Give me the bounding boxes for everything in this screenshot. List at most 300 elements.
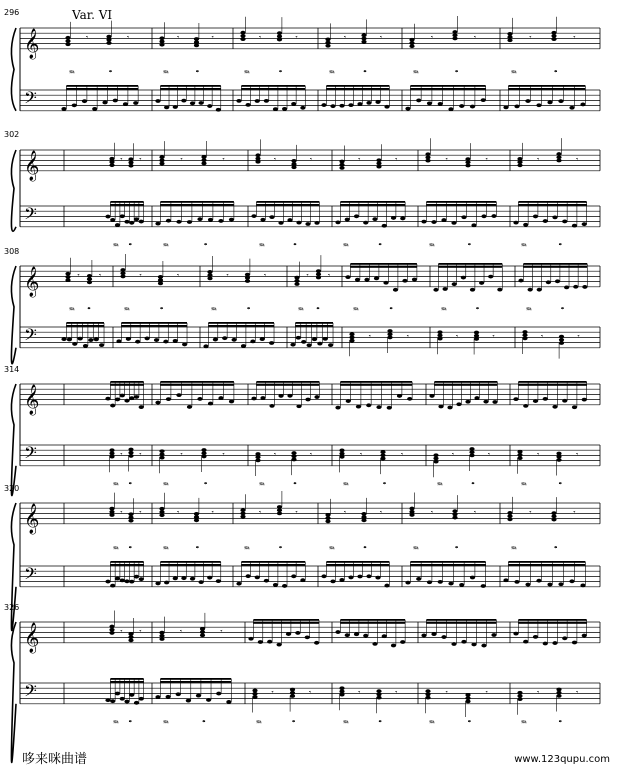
note-head — [375, 576, 380, 580]
note-head — [241, 344, 246, 348]
pedal-mark-icon: 𝆮 — [68, 69, 74, 79]
note-head — [491, 214, 496, 218]
pedal-mark-icon: 𝆮 — [112, 545, 118, 555]
note-head — [356, 405, 361, 409]
rest-icon: 𝄾 — [401, 450, 404, 459]
note-head — [514, 580, 519, 584]
note-head — [471, 643, 476, 647]
beam — [523, 266, 587, 268]
rest-icon: 𝄾 — [529, 33, 532, 42]
note-head — [376, 696, 381, 700]
note-head — [543, 219, 548, 223]
note-head — [452, 37, 457, 41]
note-head — [474, 337, 479, 341]
note-head — [582, 634, 587, 638]
note-head — [427, 101, 432, 105]
note-head — [181, 99, 186, 103]
note-head — [155, 222, 160, 226]
note-head — [255, 160, 260, 164]
note-head — [543, 397, 548, 401]
brace — [11, 384, 16, 496]
note-head — [128, 454, 133, 458]
rest-icon: 𝄾 — [177, 508, 180, 517]
note-head — [400, 217, 405, 221]
pedal-release-icon: 𝆯 — [558, 718, 562, 729]
note-head — [190, 577, 195, 581]
note-head — [296, 404, 301, 408]
note-head — [387, 406, 392, 410]
treble-clef-icon: 𝄞 — [24, 266, 40, 297]
note-head — [470, 288, 475, 292]
bass-clef-icon: 𝄢 — [24, 563, 37, 588]
rest-icon: 𝄾 — [295, 33, 298, 42]
pedal-release-icon: 𝆯 — [558, 480, 562, 491]
note-head — [366, 101, 371, 105]
pedal-mark-icon: 𝆮 — [525, 306, 531, 316]
pedal-release-icon: 𝆯 — [554, 545, 558, 555]
note-head — [78, 337, 83, 341]
rest-icon: 𝄾 — [358, 688, 361, 697]
pedal-release-icon: 𝆯 — [561, 306, 564, 316]
note-head — [556, 458, 561, 462]
note-head — [375, 100, 380, 104]
staff-system — [11, 381, 600, 496]
beam — [326, 88, 389, 90]
pedal-release-icon: 𝆯 — [247, 306, 250, 316]
note-head — [405, 581, 410, 585]
note-head — [558, 582, 563, 586]
note-head — [330, 579, 335, 583]
note-head — [182, 343, 187, 347]
note-head — [269, 215, 274, 219]
beam — [340, 619, 405, 621]
note-head — [115, 223, 120, 227]
rest-icon: 𝄾 — [576, 450, 579, 459]
note-head — [116, 339, 121, 343]
note-head — [128, 164, 133, 168]
note-head — [481, 644, 486, 648]
note-head — [471, 223, 476, 227]
note-head — [562, 399, 567, 403]
pedal-release-icon: 𝆯 — [468, 718, 471, 729]
pedal-release-icon: 𝆯 — [109, 69, 112, 79]
note-head — [312, 337, 317, 341]
note-head — [264, 579, 269, 583]
pedal-release-icon: 𝆯 — [471, 480, 475, 491]
note-head — [199, 580, 204, 584]
note-head — [120, 394, 125, 398]
note-head — [83, 344, 88, 348]
bass-clef-icon: 𝄢 — [24, 324, 37, 349]
note-head — [124, 700, 129, 704]
staff-system — [11, 16, 600, 112]
note-head — [555, 279, 560, 283]
note-head — [208, 402, 213, 406]
note-head — [551, 518, 556, 522]
note-head — [384, 584, 389, 588]
pedal-release-icon: 𝆯 — [128, 718, 132, 729]
note-head — [260, 337, 265, 341]
beam — [256, 381, 319, 383]
pedal-mark-icon: 𝆮 — [68, 306, 74, 316]
note-head — [448, 582, 453, 586]
note-head — [159, 637, 164, 641]
note-head — [287, 394, 292, 398]
note-head — [305, 222, 310, 226]
note-head — [159, 513, 164, 517]
beam — [426, 619, 496, 621]
note-head — [427, 580, 432, 584]
beam — [110, 201, 143, 203]
rest-icon: 𝄾 — [368, 332, 371, 341]
beam — [340, 201, 405, 203]
pedal-mark-icon: 𝆮 — [436, 480, 442, 491]
note-head — [507, 517, 512, 521]
pedal-release-icon: 𝆯 — [558, 241, 562, 252]
note-head — [129, 221, 134, 225]
rest-icon: 𝄾 — [360, 450, 363, 459]
note-head — [120, 275, 125, 279]
beam — [340, 622, 405, 624]
note-head — [503, 105, 508, 109]
note-head — [533, 215, 538, 219]
note-head — [102, 101, 107, 105]
note-head — [207, 104, 212, 108]
note-head — [115, 577, 120, 581]
pedal-release-icon: 𝆯 — [128, 480, 132, 491]
note-head — [72, 342, 77, 346]
note-head — [296, 336, 301, 340]
rest-icon: 𝄾 — [573, 508, 576, 517]
note-head — [525, 583, 530, 587]
rest-icon: 𝄾 — [430, 508, 434, 517]
note-head — [129, 396, 134, 400]
note-head — [348, 103, 353, 107]
note-head — [517, 456, 522, 460]
pedal-release-icon: 𝆯 — [204, 480, 207, 491]
pedal-release-icon: 𝆯 — [383, 480, 386, 491]
beam — [160, 561, 220, 563]
rest-icon: 𝄾 — [576, 155, 579, 164]
note-head — [115, 398, 120, 402]
rest-icon: 𝄾 — [445, 688, 448, 697]
note-head — [246, 574, 251, 578]
rest-icon: 𝄾 — [222, 450, 225, 459]
note-head — [65, 278, 70, 282]
pedal-mark-icon: 𝆮 — [328, 545, 334, 555]
note-head — [345, 218, 350, 222]
note-head — [382, 634, 387, 638]
note-head — [159, 162, 164, 166]
note-head — [335, 220, 340, 224]
beam — [518, 201, 586, 203]
measure-number: 296 — [4, 8, 20, 17]
beam — [160, 564, 220, 566]
beam — [256, 204, 319, 206]
note-head — [528, 288, 533, 292]
note-head — [469, 454, 474, 458]
note-head — [264, 99, 269, 103]
note-head — [335, 630, 340, 634]
note-head — [517, 163, 522, 167]
beam — [426, 201, 496, 203]
note-head — [573, 285, 578, 289]
beam — [160, 678, 231, 680]
note-head — [522, 336, 527, 340]
note-head — [391, 216, 396, 220]
note-head — [361, 518, 366, 522]
rest-icon: 𝄾 — [264, 271, 267, 280]
note-head — [133, 101, 138, 105]
note-head — [513, 397, 518, 401]
rest-icon: 𝄾 — [179, 627, 182, 636]
note-head — [110, 404, 115, 408]
pedal-release-icon: 𝆯 — [292, 718, 295, 729]
note-head — [251, 214, 256, 218]
note-head — [222, 336, 227, 340]
note-head — [349, 339, 354, 343]
note-head — [190, 101, 195, 105]
pedal-release-icon: 𝆯 — [389, 306, 393, 316]
note-head — [409, 44, 414, 48]
rest-icon: 𝄾 — [295, 508, 298, 517]
rest-icon: 𝄾 — [211, 508, 214, 517]
note-head — [416, 99, 421, 103]
note-head — [269, 404, 274, 408]
note-head — [159, 43, 164, 47]
note-head — [176, 692, 181, 696]
rest-icon: 𝄾 — [259, 508, 262, 517]
pedal-mark-icon: 𝆮 — [440, 306, 446, 316]
note-head — [208, 218, 213, 222]
pedal-mark-icon: 𝆮 — [258, 241, 264, 252]
note-head — [387, 336, 392, 340]
beam — [110, 381, 143, 383]
note-head — [456, 402, 461, 406]
note-head — [316, 276, 321, 280]
note-head — [330, 104, 335, 108]
note-head — [115, 692, 120, 696]
note-head — [400, 640, 405, 644]
rest-icon: 𝄾 — [273, 450, 276, 459]
beam — [110, 564, 143, 566]
note-head — [556, 159, 561, 163]
note-head — [291, 574, 296, 578]
note-head — [110, 218, 115, 222]
note-head — [226, 700, 231, 704]
note-head — [503, 578, 508, 582]
pedal-release-icon: 𝆯 — [468, 241, 471, 252]
pedal-mark-icon: 𝆮 — [123, 306, 129, 316]
beam — [438, 263, 502, 265]
beam — [160, 381, 234, 383]
note-head — [552, 641, 557, 645]
note-head — [145, 337, 150, 341]
note-head — [67, 338, 72, 342]
note-head — [163, 340, 168, 344]
note-head — [533, 635, 538, 639]
beam — [66, 325, 104, 327]
note-head — [582, 285, 587, 289]
note-head — [582, 398, 587, 402]
rest-icon: 𝄾 — [309, 450, 312, 459]
bass-clef-icon: 𝄢 — [24, 87, 37, 112]
note-head — [323, 337, 328, 341]
note-head — [465, 699, 470, 703]
pedal-mark-icon: 𝆮 — [112, 241, 118, 252]
note-head — [339, 104, 344, 108]
note-head — [382, 224, 387, 228]
beam — [66, 88, 138, 90]
pedal-mark-icon: 𝆮 — [162, 480, 168, 491]
rest-icon: 𝄾 — [456, 332, 459, 341]
site-name: 哆来咪曲谱 — [22, 752, 88, 767]
note-head — [543, 642, 548, 646]
note-head — [197, 397, 202, 401]
beam — [326, 561, 389, 563]
treble-clef-icon: 𝄞 — [24, 28, 40, 59]
note-head — [216, 108, 221, 112]
note-head — [547, 583, 552, 587]
note-head — [431, 220, 436, 224]
beam — [160, 201, 234, 203]
pedal-mark-icon: 𝆮 — [210, 306, 216, 316]
rest-icon: 𝄾 — [537, 688, 540, 697]
note-head — [470, 105, 475, 109]
note-head — [380, 457, 385, 461]
treble-clef-icon: 𝄞 — [24, 503, 40, 534]
note-head — [447, 406, 452, 410]
note-head — [250, 340, 255, 344]
beam — [523, 263, 587, 265]
note-head — [173, 339, 178, 343]
note-head — [582, 222, 587, 226]
rest-icon: 𝄾 — [86, 33, 89, 42]
note-head — [206, 698, 211, 702]
note-head — [321, 103, 326, 107]
note-head — [277, 643, 282, 647]
staff-system — [11, 611, 600, 763]
note-head — [483, 400, 488, 404]
pedal-release-icon: 𝆯 — [363, 545, 367, 555]
beam — [326, 85, 389, 87]
beam — [518, 384, 586, 386]
beam — [253, 622, 319, 624]
beam — [110, 204, 143, 206]
note-head — [61, 107, 66, 111]
note-head — [65, 42, 70, 46]
beam — [326, 564, 389, 566]
note-head — [258, 640, 263, 644]
note-head — [421, 634, 426, 638]
rest-icon: 𝄾 — [529, 508, 532, 517]
note-head — [372, 217, 377, 221]
note-head — [105, 580, 110, 584]
note-head — [128, 519, 133, 523]
note-head — [383, 281, 388, 285]
beam — [350, 263, 417, 265]
note-head — [290, 694, 295, 698]
brace — [11, 266, 16, 364]
note-head — [372, 642, 377, 646]
beam — [434, 384, 497, 386]
note-head — [376, 405, 381, 409]
rest-icon: 𝄾 — [537, 450, 540, 459]
note-head — [451, 642, 456, 646]
staff-system — [11, 491, 600, 630]
pedal-mark-icon: 𝆮 — [342, 241, 348, 252]
note-head — [562, 220, 567, 224]
note-head — [245, 279, 250, 283]
note-head — [551, 37, 556, 41]
beam — [66, 85, 138, 87]
note-head — [194, 43, 199, 47]
note-head — [154, 338, 159, 342]
pedal-mark-icon: 𝆮 — [162, 69, 168, 79]
note-head — [523, 640, 528, 644]
note-head — [514, 105, 519, 109]
note-head — [305, 635, 310, 639]
rest-icon: 𝄾 — [541, 332, 544, 341]
note-head — [305, 398, 310, 402]
note-head — [437, 337, 442, 341]
note-head — [134, 395, 139, 399]
beam — [241, 564, 305, 566]
pedal-release-icon: 𝆯 — [204, 241, 207, 252]
rest-icon: 𝄾 — [358, 155, 361, 164]
pedal-mark-icon: 𝆮 — [297, 306, 303, 316]
note-head — [562, 636, 567, 640]
pedal-mark-icon: 𝆮 — [258, 480, 264, 491]
note-head — [339, 693, 344, 697]
note-head — [282, 584, 287, 588]
note-head — [109, 455, 114, 459]
pedal-mark-icon: 𝆮 — [243, 69, 249, 79]
note-head — [479, 281, 484, 285]
beam — [208, 325, 274, 327]
measure-number: 308 — [4, 247, 20, 256]
pedal-release-icon: 𝆯 — [476, 306, 479, 316]
pedal-mark-icon: 𝆮 — [412, 69, 418, 79]
note-head — [218, 219, 223, 223]
beam — [253, 619, 319, 621]
note-head — [572, 641, 577, 645]
note-head — [291, 165, 296, 169]
note-head — [139, 405, 144, 409]
note-head — [346, 399, 351, 403]
note-head — [429, 394, 434, 398]
beam — [110, 678, 143, 680]
note-head — [187, 220, 192, 224]
note-head — [278, 394, 283, 398]
beam — [508, 564, 585, 566]
beam — [350, 266, 417, 268]
note-head — [120, 578, 125, 582]
note-head — [355, 278, 360, 282]
beam — [340, 204, 405, 206]
rest-icon: 𝄾 — [271, 688, 274, 697]
pedal-release-icon: 𝆯 — [363, 69, 367, 79]
pedal-release-icon: 𝆯 — [195, 69, 199, 79]
beam — [340, 384, 412, 386]
note-head — [523, 223, 528, 227]
beam — [518, 204, 586, 206]
beam — [241, 85, 305, 87]
pedal-mark-icon: 𝆮 — [112, 480, 118, 491]
brace — [11, 150, 16, 231]
rest-icon: 𝄾 — [177, 271, 180, 280]
pedal-mark-icon: 𝆮 — [162, 241, 168, 252]
